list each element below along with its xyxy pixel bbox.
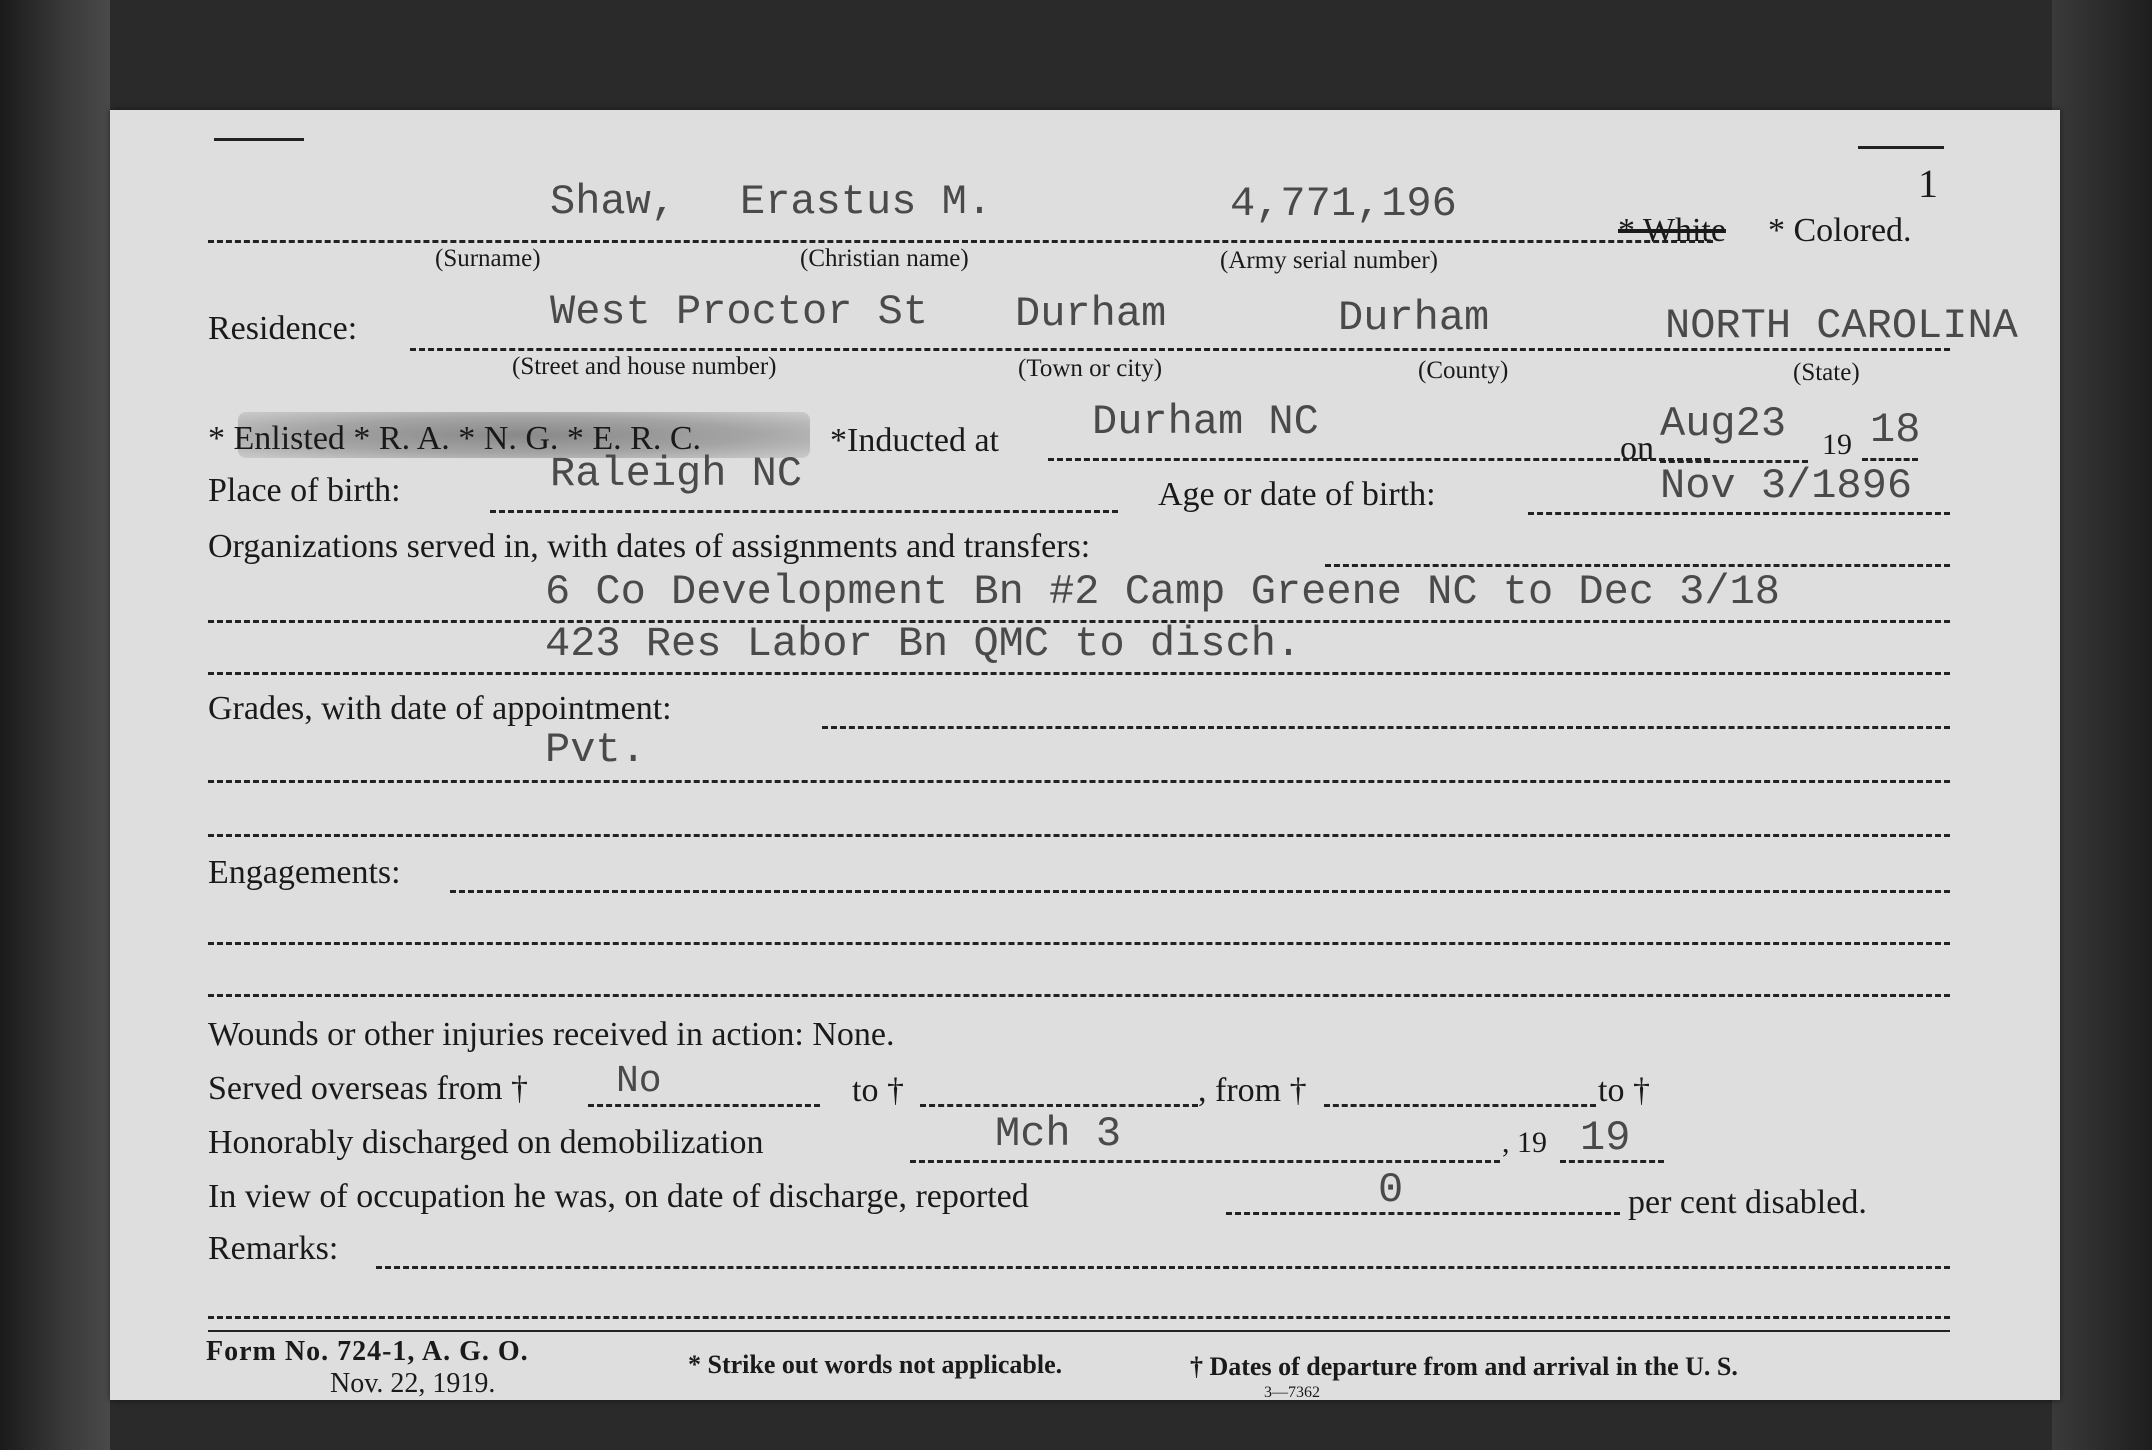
grades-line-2 — [208, 834, 1950, 837]
race-white-label: * White — [1618, 212, 1726, 249]
christian-name-value: Erastus M. — [740, 178, 993, 226]
discharge-year-value: 19 — [1580, 1114, 1631, 1162]
surname-value: Shaw, — [550, 178, 677, 226]
inducted-year-value: 18 — [1870, 406, 1921, 454]
inducted-year-line — [1862, 458, 1918, 461]
disabled-percent-value: 0 — [1378, 1166, 1404, 1214]
surname-caption: (Surname) — [435, 245, 541, 272]
county-value: Durham — [1338, 294, 1490, 342]
engagements-line-1 — [208, 942, 1950, 945]
place-of-birth-value: Raleigh NC — [550, 450, 803, 498]
overseas-to-line — [920, 1104, 1198, 1107]
overseas-from2-label: , from † — [1198, 1072, 1307, 1109]
dates-note: † Dates of departure from and arrival in the U. S. — [1190, 1352, 1738, 1381]
remarks-line-0 — [376, 1266, 1950, 1269]
corner-mark-left — [214, 138, 304, 141]
discharged-label: Honorably discharged on demobilization — [208, 1124, 764, 1161]
residence-label: Residence: — [208, 310, 358, 347]
discharge-date-value: Mch 3 — [995, 1110, 1122, 1158]
overseas-to-label: to † — [852, 1072, 904, 1109]
town-caption: (Town or city) — [1018, 355, 1163, 382]
discharge-year-line — [1560, 1160, 1664, 1163]
engagements-line-0 — [450, 890, 1950, 893]
organizations-line-2 — [208, 672, 1950, 675]
remarks-line-1 — [208, 1316, 1950, 1319]
page-number: 1 — [1918, 161, 1938, 206]
form-date: Nov. 22, 1919. — [330, 1368, 496, 1399]
state-value: NORTH CAROLINA — [1665, 302, 2018, 350]
birthdate-line — [1528, 512, 1950, 515]
organizations-line-0 — [1325, 564, 1950, 567]
serial-number-caption: (Army serial number) — [1220, 247, 1438, 274]
strike-out-note: * Strike out words not applicable. — [688, 1350, 1063, 1379]
residence-line — [410, 348, 1950, 351]
grade-value: Pvt. — [545, 726, 646, 774]
street-value: West Proctor St — [550, 288, 929, 336]
print-code: 3—7362 — [1264, 1384, 1320, 1401]
birthdate-value: Nov 3/1896 — [1660, 462, 1913, 510]
disabled-percent-line — [1226, 1212, 1620, 1215]
on-label: on — [1620, 430, 1654, 467]
scan-background-left — [0, 0, 110, 1450]
place-of-birth-label: Place of birth: — [208, 472, 401, 509]
discharge-date-line — [910, 1160, 1500, 1163]
scan-background-right — [2052, 0, 2152, 1450]
name-line — [208, 240, 1713, 243]
county-caption: (County) — [1418, 357, 1509, 384]
place-of-birth-line — [490, 510, 1118, 513]
organization-1-value: 6 Co Development Bn #2 Camp Greene NC to Dec 3/18 — [545, 568, 1781, 616]
serial-number-value: 4,771,196 — [1230, 180, 1457, 228]
overseas-to2-label: to † — [1598, 1072, 1650, 1109]
engagements-label: Engagements: — [208, 854, 401, 891]
organizations-label: Organizations served in, with dates of assignments and transfers: — [208, 528, 1091, 565]
grades-line-1 — [208, 780, 1950, 783]
organization-2-value: 423 Res Labor Bn QMC to disch. — [545, 620, 1302, 668]
age-label: Age or date of birth: — [1158, 476, 1436, 513]
inducted-at-line — [1048, 458, 1710, 461]
percent-disabled-label: per cent disabled. — [1628, 1184, 1867, 1221]
grades-label: Grades, with date of appointment: — [208, 690, 672, 727]
form-number: Form No. 724-1, A. G. O. — [206, 1336, 529, 1367]
race-colored-label: * Colored. — [1768, 212, 1912, 249]
engagements-line-2 — [208, 994, 1950, 997]
inducted-year-prefix: 19 — [1822, 428, 1852, 461]
disability-label: In view of occupation he was, on date of discharge, reported — [208, 1178, 1029, 1215]
overseas-from-line — [588, 1104, 820, 1107]
inducted-at-value: Durham NC — [1092, 398, 1319, 446]
service-record-card — [110, 110, 2060, 1400]
street-caption: (Street and house number) — [512, 353, 777, 380]
discharge-year-prefix: , 19 — [1502, 1126, 1547, 1159]
footer-rule — [208, 1330, 1950, 1332]
served-overseas-label: Served overseas from † — [208, 1070, 529, 1107]
inducted-date-value: Aug23 — [1660, 400, 1787, 448]
state-caption: (State) — [1793, 359, 1860, 386]
grades-line-0 — [822, 726, 1950, 729]
wounds-label: Wounds or other injuries received in action: None. — [208, 1016, 895, 1053]
remarks-label: Remarks: — [208, 1230, 339, 1267]
served-overseas-value: No — [616, 1060, 662, 1103]
town-value: Durham — [1015, 290, 1167, 338]
inducted-at-label: *Inducted at — [830, 422, 999, 459]
christian-name-caption: (Christian name) — [800, 245, 969, 272]
overseas-from2-line — [1324, 1104, 1596, 1107]
enlisted-options-label: * Enlisted * R. A. * N. G. * E. R. C. — [208, 420, 702, 457]
corner-mark-right — [1858, 146, 1944, 149]
